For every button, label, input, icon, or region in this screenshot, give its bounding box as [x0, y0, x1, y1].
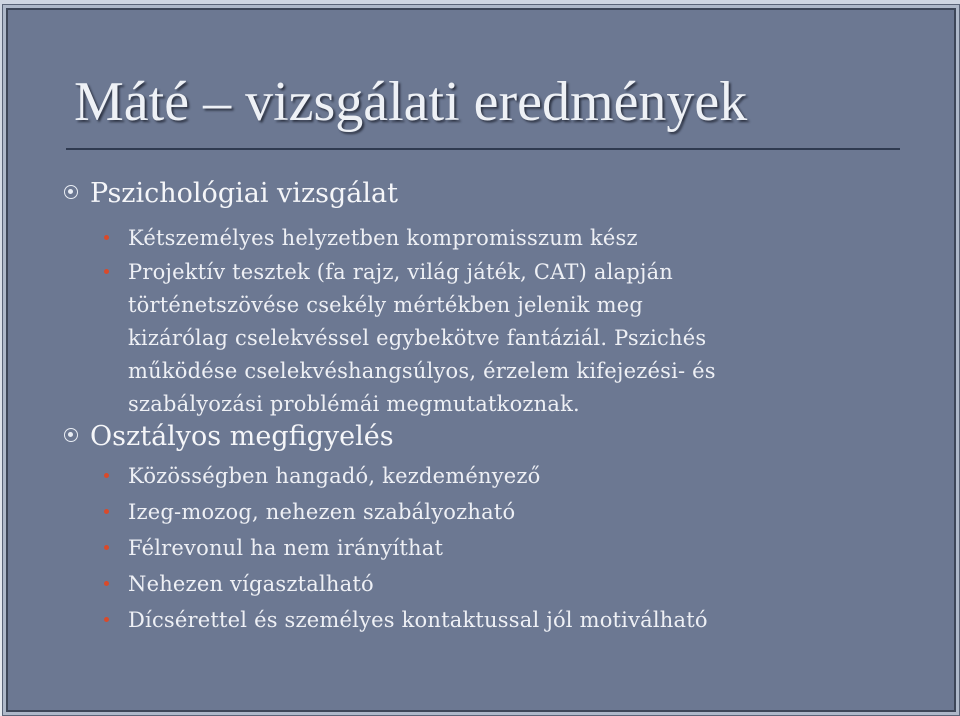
slide-title: Máté – vizsgálati eredmények: [74, 71, 748, 133]
bullet-dot-icon: [104, 473, 109, 478]
list-item-continuation: történetszövése csekély mértékben jelenik meg: [128, 293, 643, 317]
bullet-dot-icon: [104, 269, 109, 274]
list-item-continuation: kizárólag cselekvéssel egybekötve fantáziál. Pszichés: [128, 326, 707, 350]
bullet-dot-icon: [104, 617, 109, 622]
list-item-continuation: szabályozási problémái megmutatkoznak.: [128, 392, 580, 416]
bullet-circle-icon: [64, 185, 78, 199]
bullet-dot-icon: [104, 235, 109, 240]
bullet-dot-icon: [104, 509, 109, 514]
bullet-dot-icon: [104, 545, 109, 550]
bullet-dot-icon: [104, 581, 109, 586]
slide-content: Pszichológiai vizsgálat Kétszemélyes helyzetben kompromisszum kész Projektív tesztek (fa rajz, világ játék, CAT) alapján történetszövése csekély mértékben jelenik meg kizárólag cselekvéssel egybekötve fantáziál. Pszichés működése cselekvéshangsúlyos, érzelem kifejezési- és szabályozási problémái megmutatkoznak. Osztályos megfigyelés Közösségben hangadó, kezdeményező Izeg-mozog, nehezen szabályozható Félrevonul ha nem irányíthat Nehezen vígasztalható Dícsérettel és személyes kontaktussal jól motiválható: [0, 0, 960, 716]
bullet-circle-icon: [64, 428, 78, 442]
list-item-continuation: működése cselekvéshangsúlyos, érzelem kifejezési- és: [128, 359, 716, 383]
